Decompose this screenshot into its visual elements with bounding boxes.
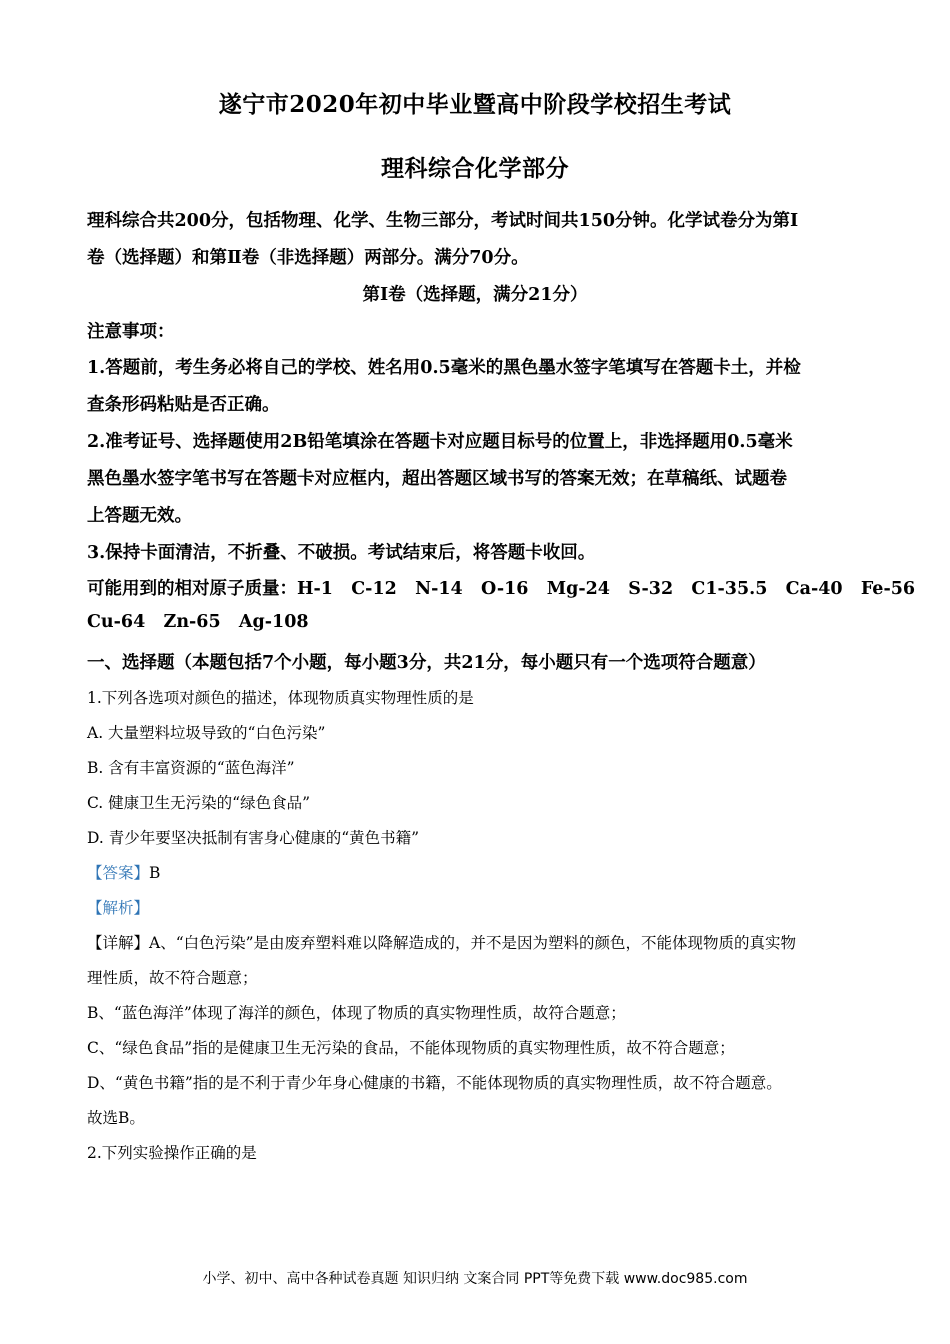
analysis-tag: 【解析】 [87, 899, 150, 917]
detail-text-1: A、“白色污染”是由废弃塑料难以降解造成的，并不是因为塑料的颜色，不能体现物质的真实物 [149, 934, 797, 952]
detail-tag: 【详解】 [87, 934, 150, 952]
atomic-mass-line-1: 可能用到的相对原子质量：H-1 C-12 N-14 O-16 Mg-24 S-32 C1-35.5 Ca-40 Fe-56 [87, 579, 916, 599]
footer-link[interactable]: 小学、初中、高中各种试卷真题 知识归纳 文案合同 PPT等免费下载 www.doc985.com [202, 1271, 748, 1287]
detail-line-3: B、“蓝色海洋”体现了海洋的颜色，体现了物质的真实物理性质，故符合题意； [87, 1004, 626, 1022]
detail-line-1 [87, 931, 877, 953]
answer-line [87, 861, 877, 883]
question-1-option-d: D. 青少年要坚决抵制有害身心健康的“黄色书籍” [87, 829, 420, 847]
detail-line-2: 理性质，故不符合题意； [87, 969, 258, 987]
part-1-heading: 一、选择题（本题包括7个小题，每小题3分，共21分，每小题只有一个选项符合题意） [87, 653, 766, 673]
exam-title: 遂宁市2020年初中毕业暨高中阶段学校招生考试 [218, 91, 732, 118]
answer-tag: 【答案】 [87, 864, 150, 882]
note-item-1-line-2: 查条形码粘贴是否正确。 [87, 395, 280, 415]
answer-value: B [149, 864, 161, 882]
detail-line-4: C、“绿色食品”指的是健康卫生无污染的食品，不能体现物质的真实物理性质，故不符合题意； [87, 1039, 735, 1057]
question-1-option-a: A. 大量塑料垃圾导致的“白色污染” [87, 724, 326, 742]
atomic-mass-line-2: Cu-64 Zn-65 Ag-108 [87, 612, 309, 632]
exam-subtitle: 理科综合化学部分 [381, 155, 569, 182]
notes-title: 注意事项： [87, 322, 175, 342]
note-item-3: 3.保持卡面清洁，不折叠、不破损。考试结束后，将答题卡收回。 [87, 543, 596, 563]
note-item-1-line-1: 1.答题前，考生务必将自己的学校、姓名用0.5毫米的黑色墨水签字笔填写在答题卡土，并检 [87, 358, 801, 378]
detail-line-5: D、“黄色书籍”指的是不利于青少年身心健康的书籍，不能体现物质的真实物理性质，故不符合题意。 [87, 1074, 782, 1092]
question-1-option-b: B. 含有丰富资源的“蓝色海洋” [87, 759, 295, 777]
section-heading: 第I卷（选择题，满分21分） [362, 285, 588, 305]
intro-line-1: 理科综合共200分，包括物理、化学、生物三部分，考试时间共150分钟。化学试卷分为第I [87, 211, 799, 231]
note-item-2-line-3: 上答题无效。 [87, 506, 192, 526]
note-item-2-line-1: 2.准考证号、选择题使用2B铅笔填涂在答题卡对应题目标号的位置上，非选择题用0.5毫米 [87, 432, 793, 452]
note-item-2-line-2: 黑色墨水签字笔书写在答题卡对应框内，超出答题区域书写的答案无效；在草稿纸、试题卷 [87, 469, 787, 489]
conclusion-line: 故选B。 [87, 1109, 145, 1127]
question-1-stem: 1.下列各选项对颜色的描述，体现物质真实物理性质的是 [87, 689, 474, 707]
intro-line-2: 卷（选择题）和第Ⅱ卷（非选择题）两部分。满分70分。 [87, 248, 529, 268]
question-1-option-c: C. 健康卫生无污染的“绿色食品” [87, 794, 311, 812]
question-2-stem: 2.下列实验操作正确的是 [87, 1144, 257, 1162]
